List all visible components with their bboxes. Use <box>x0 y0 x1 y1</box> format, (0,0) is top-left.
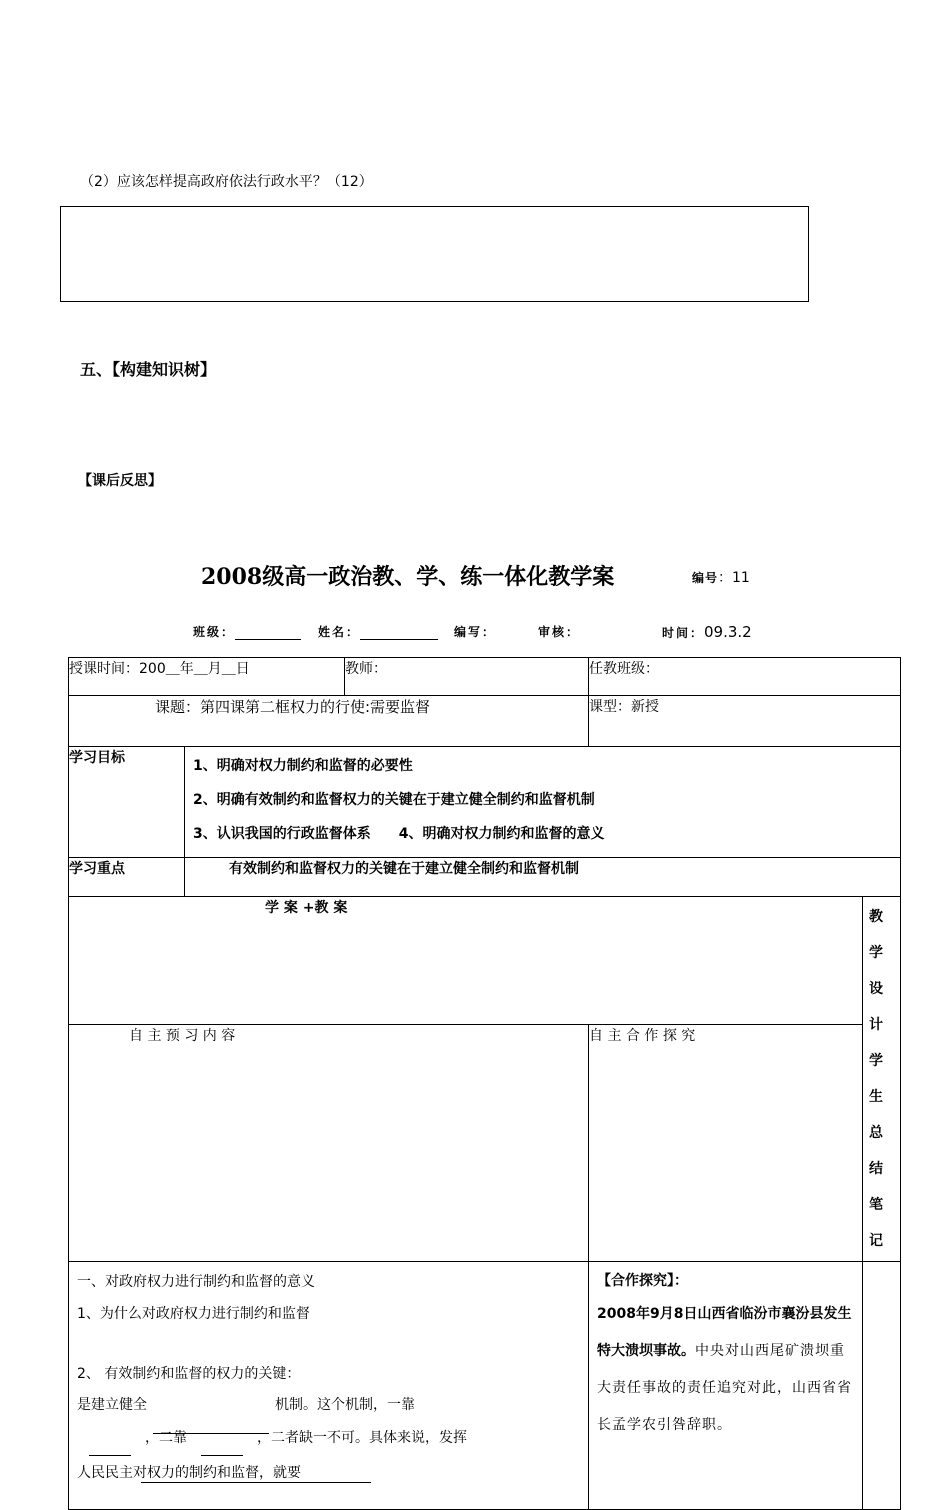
class-blank[interactable] <box>235 625 301 640</box>
goals-label: 学习目标 <box>69 747 185 858</box>
coop-normal-text: 中央对山西尾矿溃坝重大责任事故的责任追究对此，山西省省长孟学农引咎辞职。 <box>597 1343 853 1433</box>
fill-text-1b: 机制。这个机制，一靠 <box>275 1397 415 1413</box>
answer-box[interactable] <box>60 206 809 302</box>
blank-mechanism[interactable] <box>153 1433 269 1434</box>
self-study-header: 自 主 预 习 内 容 <box>69 1025 589 1262</box>
time-value: 09.3.2 <box>704 623 752 641</box>
goal-3: 3、认识我国的行政监督体系 4、明确对权力制约和监督的意义 <box>193 826 605 842</box>
review-label: 审核： <box>538 625 581 639</box>
coop-header: 自 主 合 作 探 究 <box>589 1025 863 1262</box>
class-cell: 任教班级： <box>589 658 901 696</box>
goal-2: 2、明确有效制约和监督权力的关键在于建立健全制约和监督机制 <box>193 792 595 808</box>
fill-text-1a: 是建立健全 <box>77 1397 147 1413</box>
fill-text-3: 人民民主对权力的制约和监督，就要 <box>77 1465 301 1481</box>
review-field <box>538 623 580 640</box>
fill-line-1 <box>77 1390 580 1420</box>
plan-header: 学 案 +教 案 <box>69 897 863 1025</box>
document-number <box>692 567 750 587</box>
side-header-design: 教学设计 <box>869 909 884 1033</box>
side-header-notes: 笔记 <box>869 1197 884 1249</box>
meaning-heading: 一、对政府权力进行制约和监督的意义 <box>77 1274 315 1290</box>
author-label: 编写： <box>454 625 497 639</box>
fill-text-2b: ，二者缺一不可。具体来说，发挥 <box>257 1430 467 1446</box>
type-cell: 课型：新授 <box>589 696 901 747</box>
time-label: 时间： <box>662 626 705 640</box>
docno-value: ：11 <box>718 570 750 586</box>
name-field <box>318 623 438 640</box>
section-knowledge-tree: 五、【构建知识树】 <box>80 360 217 379</box>
question-key: 2、 有效制约和监督的权力的关键： <box>77 1366 301 1382</box>
side-header-summary: 学生总结 <box>869 1053 884 1177</box>
goal-1: 1、明确对权力制约和监督的必要性 <box>193 758 413 774</box>
name-label: 姓名： <box>318 625 361 639</box>
notes-cell[interactable] <box>863 1262 901 1510</box>
coop-bold-text: 2008年9月8日山西省临汾市襄汾县发生特大溃坝事故。 <box>597 1306 852 1359</box>
focus-label: 学习重点 <box>69 858 185 897</box>
class-label: 班级： <box>193 625 236 639</box>
topic-cell: 课题：第四课第二框权力的行使:需要监督 <box>69 696 589 747</box>
coop-passage <box>597 1296 854 1444</box>
time-field <box>662 623 752 641</box>
class-field <box>193 623 301 640</box>
goals-cell <box>185 747 901 858</box>
focus-cell: 有效制约和监督权力的关键在于建立健全制约和监督机制 <box>185 858 901 897</box>
self-study-content <box>69 1262 589 1510</box>
teacher-cell: 教师： <box>345 658 589 696</box>
teach-time-cell: 授课时间：200＿年＿月＿日 <box>69 658 345 696</box>
side-header <box>863 897 901 1262</box>
fill-line-2 <box>77 1420 580 1456</box>
lesson-plan-table <box>68 657 901 1510</box>
docno-label: 编号 <box>692 571 719 585</box>
name-blank[interactable] <box>360 625 438 640</box>
section-reflection: 【课后反思】 <box>78 473 162 489</box>
coop-content <box>589 1262 863 1510</box>
coop-heading: 【合作探究】： <box>597 1273 689 1289</box>
author-field <box>454 623 496 640</box>
question-2: （2）应该怎样提高政府依法行政水平？（12） <box>80 174 373 190</box>
fill-text-2a: ，二靠 <box>145 1430 187 1446</box>
fill-line-3 <box>77 1456 580 1490</box>
page-title: 2008级高一政治教、学、练一体化教学案 <box>201 564 615 590</box>
question-why: 1、为什么对政府权力进行制约和监督 <box>77 1306 310 1322</box>
